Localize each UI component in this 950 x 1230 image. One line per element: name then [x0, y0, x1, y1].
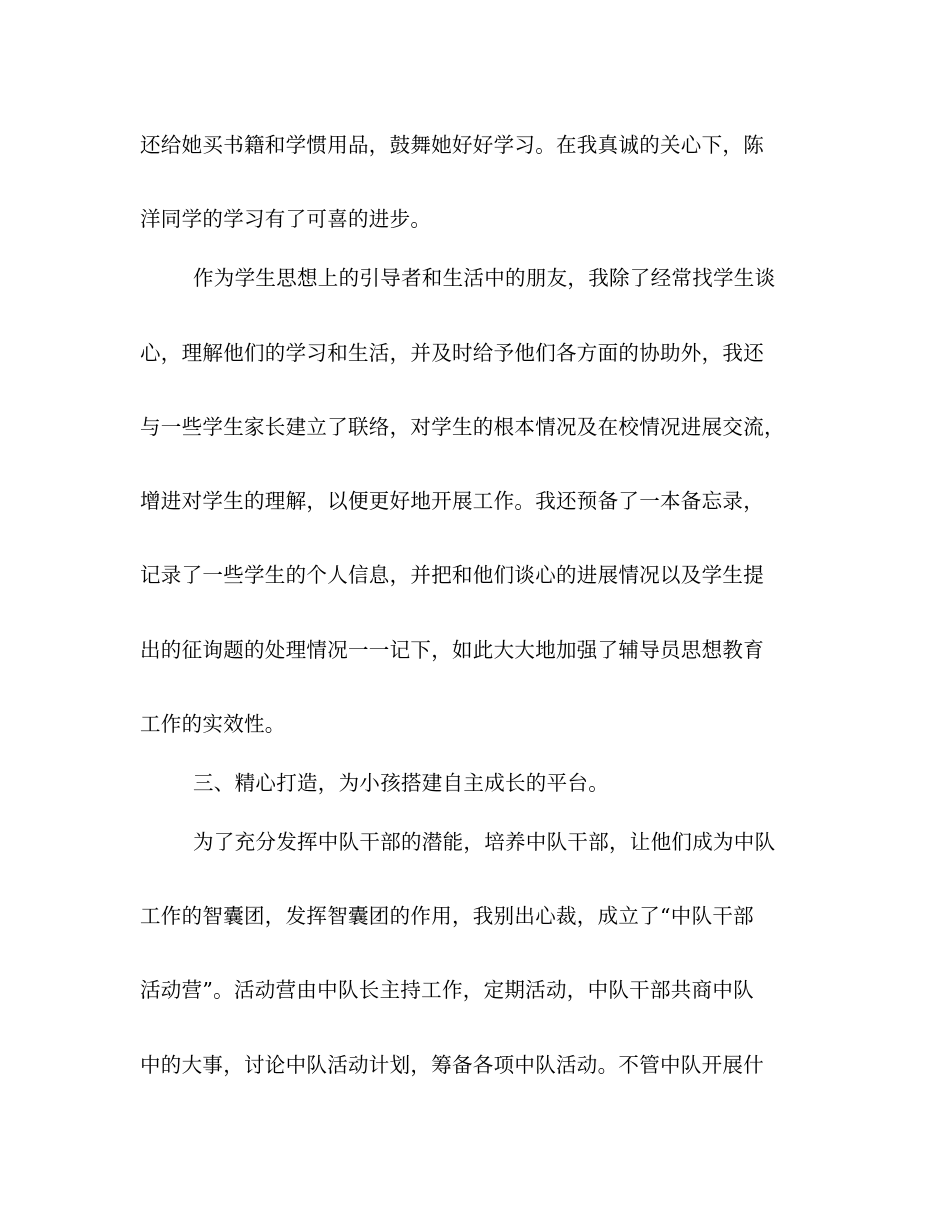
- text-line: 活动营”。活动营由中队长主持工作，定期活动，中队干部共商中队: [140, 978, 754, 1002]
- text-line: 中的大事，讨论中队活动计划，筹备各项中队活动。不管中队开展什: [140, 1053, 764, 1077]
- text-line: 洋同学的学习有了可喜的进步。: [140, 207, 432, 231]
- text-line: 增进对学生的理解，以便更好地开展工作。我还预备了一本备忘录，: [140, 489, 764, 513]
- paragraph-start-line: 作为学生思想上的引导者和生活中的朋友，我除了经常找学生谈: [193, 266, 776, 290]
- text-line: 出的征询题的处理情况一一记下，如此大大地加强了辅导员思想教育: [140, 638, 764, 662]
- text-line: 工作的智囊团，发挥智囊团的作用，我别出心裁，成立了“中队干部: [140, 904, 754, 928]
- text-line: 心，理解他们的学习和生活，并及时给予他们各方面的协助外，我还: [140, 341, 764, 365]
- text-line: 工作的实效性。: [140, 712, 286, 736]
- text-line: 记录了一些学生的个人信息，并把和他们谈心的进展情况以及学生提: [140, 563, 764, 587]
- paragraph-start-line: 为了充分发挥中队干部的潜能，培养中队干部，让他们成为中队: [193, 830, 776, 854]
- text-line: 还给她买书籍和学惯用品，鼓舞她好好学习。在我真诚的关心下，陈: [140, 133, 764, 157]
- section-heading: 三、精心打造，为小孩搭建自主成长的平台。: [193, 771, 609, 795]
- text-line: 与一些学生家长建立了联络，对学生的根本情况及在校情况进展交流，: [140, 415, 785, 439]
